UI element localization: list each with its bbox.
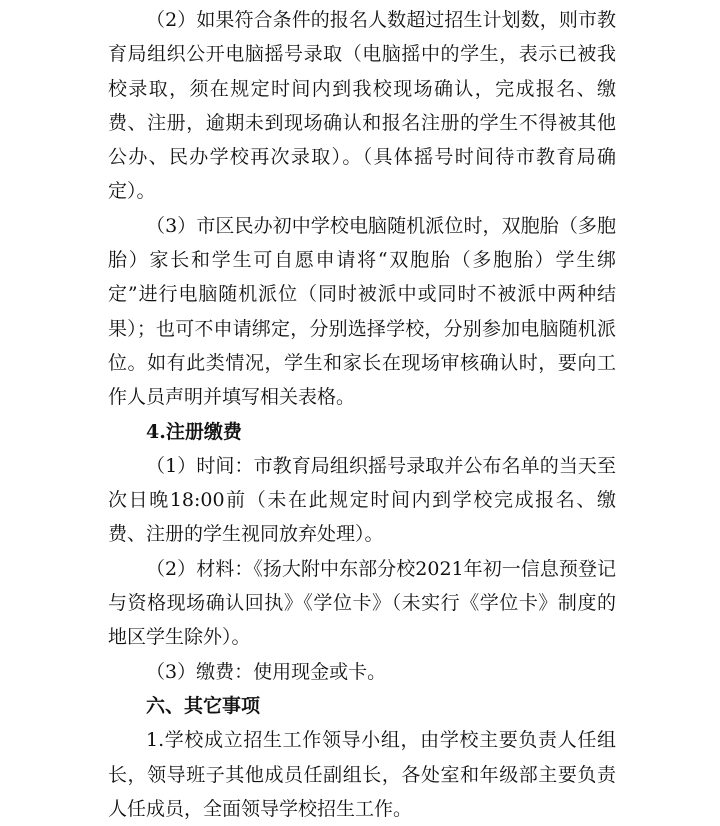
paragraph-leadership-group: 1.学校成立招生工作领导小组，由学校主要负责人任组长，领导班子其他成员任副组长，各处室和年级部主要负责人任成员，全面领导学校招生工作。	[108, 729, 616, 820]
section-heading-other-matters: 六、其它事项	[146, 694, 261, 717]
paragraph-registration-time: （1）时间：市教育局组织摇号录取并公布名单的当天至次日晚18:00前（未在此规定时间内到学校完成报名、缴费、注册的学生视同放弃处理）。	[108, 454, 616, 546]
paragraph-payment-method: （3）缴费：使用现金或卡。	[146, 660, 387, 683]
section-heading-registration-fees: 4.注册缴费	[146, 420, 242, 443]
paragraph-twins-binding-rule-3: （3）市区民办初中学校电脑随机派位时，双胞胎（多胞胎）家长和学生可自愿申请将“双胞胎（多胞胎）学生绑定”进行电脑随机派位（同时被派中或同时不被派中两种结果）；也可不申请绑定，分别选择学校，分别参加电脑随机派位。如有此类情况，学生和家长在现场审核确认时，要向工作人员声明并填写相关表格。	[108, 214, 616, 409]
document-page	[108, 3, 616, 826]
paragraph-registration-materials: （2）材料：《扬大附中东部分校2021年初一信息预登记与资格现场确认回执》《学位卡》（未实行《学位卡》制度的地区学生除外）。	[108, 557, 616, 649]
paragraph-lottery-rule-2: （2）如果符合条件的报名人数超过招生计划数，则市教育局组织公开电脑摇号录取（电脑摇中的学生，表示已被我校录取，须在规定时间内到我校现场确认，完成报名、缴费、注册，逾期未到现场确认和报名注册的学生不得被其他公办、民办学校再次录取）。（具体摇号时间待市教育局确定）。	[108, 9, 616, 203]
